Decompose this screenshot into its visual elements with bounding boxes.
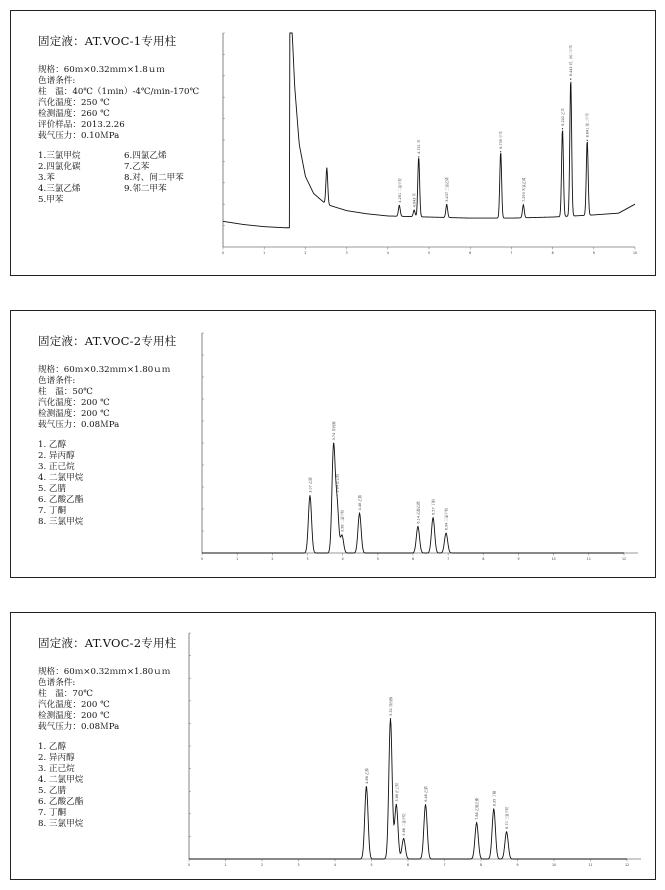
peak-label: 7.88 乙酸乙酯	[475, 797, 480, 820]
x-tick-label: 2	[260, 863, 264, 867]
peak-2	[333, 443, 334, 444]
x-tick-label: 4	[386, 251, 389, 255]
peak-3	[396, 804, 397, 805]
x-tick-label: 3	[345, 251, 348, 255]
spec-line: 汽化温度：250 ℃	[38, 98, 110, 108]
component-item: 5.甲苯	[38, 195, 64, 205]
component-item: 7. 丁酮	[38, 506, 67, 516]
spec-line: 评价样品：2013.2.26	[38, 120, 125, 130]
x-tick-label: 8	[482, 557, 485, 561]
spec-line: 汽化温度：200 ℃	[38, 700, 110, 710]
component-item: 1. 乙醇	[38, 440, 67, 450]
x-tick-label: 2	[271, 557, 274, 561]
peak-6	[500, 151, 501, 152]
peak-5	[425, 804, 426, 805]
component-list-2	[38, 440, 218, 528]
peak-4	[418, 156, 419, 157]
peak-label: 6.14 乙酸乙酯	[416, 501, 421, 524]
peak-label: 6.57 丁酮	[431, 499, 436, 515]
peak-7	[523, 204, 524, 205]
peak-label: 3.74 异丙醇	[332, 421, 337, 441]
component-list-1	[38, 151, 218, 217]
spec-line: 色谱条件:	[38, 376, 76, 386]
x-tick-label: 11	[588, 863, 593, 867]
spec-line: 检测温度：260 ℃	[38, 109, 110, 119]
x-tick-label: 6	[469, 251, 472, 255]
x-tick-label: 1	[236, 557, 239, 561]
spec-line: 检测温度：200 ℃	[38, 711, 110, 721]
x-tick-label: 0	[187, 863, 191, 867]
component-item: 4.三氯乙烯	[38, 184, 81, 194]
component-item: 8.对、间二甲苯	[124, 173, 184, 183]
peak-label: 3.98 二氯甲烷	[340, 509, 345, 533]
component-item: 7.乙苯	[124, 162, 150, 172]
peak-label: 8.70 三氯甲烷	[505, 806, 510, 829]
component-item: 1. 乙醇	[38, 742, 67, 752]
chromatogram-plot-3	[183, 629, 649, 873]
x-tick-label: 7	[447, 557, 450, 561]
x-tick-label: 3	[306, 557, 309, 561]
peak-1	[366, 786, 367, 787]
peak-label: 4.643 苯	[412, 193, 417, 208]
peak-1	[309, 495, 310, 496]
x-tick-label: 6	[406, 863, 410, 867]
chromatogram-panel-1	[10, 10, 656, 276]
component-item: 2.四氯化碳	[38, 162, 81, 172]
peak-2	[390, 718, 391, 719]
component-item: 8. 三氯甲烷	[38, 819, 84, 829]
x-tick-label: 9	[592, 251, 595, 255]
peak-6	[476, 822, 477, 823]
component-item: 6. 乙酸乙酯	[38, 797, 84, 807]
spec-line: 色谱条件:	[38, 76, 76, 86]
peak-label: 6.48 乙腈	[424, 786, 429, 802]
component-item: 4. 二氯甲烷	[38, 473, 84, 483]
peak-label: 8.443 对、间二甲苯	[569, 44, 574, 77]
x-tick-label: 9	[517, 557, 520, 561]
peak-7	[432, 517, 433, 518]
component-item: 9.邻二甲苯	[124, 184, 167, 194]
peak-2	[399, 205, 400, 206]
peak-label: 5.52 异丙醇	[388, 696, 393, 716]
x-tick-label: 0	[221, 251, 225, 255]
chromatogram-trace	[202, 443, 624, 553]
x-tick-label: 4	[341, 557, 344, 561]
peak-8	[445, 533, 446, 534]
x-tick-label: 1	[224, 863, 227, 867]
peak-label: 6.94 三氯甲烷	[444, 507, 449, 531]
method-info-1	[38, 33, 218, 217]
peak-label: 5.437 三氯乙烯	[445, 177, 450, 202]
x-tick-label: 12	[624, 863, 630, 867]
peak-label: 7.293 四氯乙烯	[521, 177, 526, 202]
x-tick-label: 10	[551, 863, 557, 867]
chromatogram-plot-1	[219, 29, 639, 261]
component-item: 6. 乙酸乙酯	[38, 495, 84, 505]
x-tick-label: 2	[304, 251, 307, 255]
peak-3	[414, 210, 415, 211]
peak-4	[403, 838, 404, 839]
peak-label: 6.739 甲苯	[499, 131, 504, 149]
peak-label: 5.88 二氯甲烷	[402, 813, 407, 836]
x-tick-label: 8	[479, 863, 483, 867]
x-tick-label: 5	[370, 863, 373, 867]
panel-title-2: 固定液：AT.VOC-2专用柱	[38, 334, 177, 348]
x-tick-label: 5	[376, 557, 379, 561]
chromatogram-plot-2	[196, 329, 644, 567]
peak-10	[587, 140, 588, 141]
panel-title-1: 固定液：AT.VOC-1专用柱	[38, 34, 177, 48]
spec-line: 检测温度：200 ℃	[38, 409, 110, 419]
x-tick-label: 12	[621, 557, 627, 561]
x-tick-label: 3	[297, 863, 300, 867]
component-item: 1.三氯甲烷	[38, 151, 81, 161]
component-item: 2. 异丙醇	[38, 753, 75, 763]
peak-label: 4.48 乙腈	[358, 494, 363, 511]
peak-1	[326, 167, 327, 168]
x-tick-label: 5	[427, 251, 431, 255]
component-item: 3. 正己烷	[38, 764, 75, 774]
x-tick-label: 10	[551, 557, 556, 561]
x-tick-label: 11	[586, 557, 591, 561]
peak-5	[359, 513, 360, 514]
peak-9	[570, 79, 571, 80]
peak-label: 4.86 乙醇	[364, 768, 369, 784]
x-tick-label: 7	[510, 251, 513, 255]
spec-line: 载气压力：0.08ＭPa	[38, 420, 120, 430]
component-item: 7. 丁酮	[38, 808, 67, 818]
peak-label: 4.281 二氯甲烷	[397, 178, 402, 203]
spec-line: 柱 温：40℃（1ｍin）-4℃/ｍin-170℃	[38, 87, 200, 97]
chromatogram-trace	[189, 719, 627, 859]
x-tick-label: 4	[333, 863, 337, 867]
component-item: 2. 异丙醇	[38, 451, 75, 461]
spec-line: 规格：60ｍ×0.32ｍｍ×1.80ｕｍ	[38, 667, 171, 677]
peak-6	[417, 526, 418, 527]
spec-line: 汽化温度：200 ℃	[38, 398, 110, 408]
component-item: 5. 乙腈	[38, 484, 67, 494]
x-tick-label: 0	[200, 557, 204, 561]
spec-line: 载气压力：0.10ＭPa	[38, 131, 120, 141]
spec-line: 规格：60ｍ×0.32ｍｍ×1.80ｕｍ	[38, 365, 171, 375]
chromatogram-panel-2	[10, 310, 656, 578]
peak-8	[506, 831, 507, 832]
component-item: 3. 正己烷	[38, 462, 75, 472]
component-item: 3.苯	[38, 173, 55, 183]
peak-label: 3.84 正己烷	[335, 473, 340, 493]
panel-title-3: 固定液：AT.VOC-2专用柱	[38, 636, 177, 650]
peak-7	[493, 809, 494, 810]
spec-line: 规格：60ｍ×0.32ｍｍ×1.8ｕｍ	[38, 65, 165, 75]
peak-label: 5.68 正己烷	[394, 782, 399, 802]
x-tick-label: 1	[263, 251, 266, 255]
peak-label: 8.35 丁酮	[492, 790, 497, 807]
x-tick-label: 9	[516, 863, 519, 867]
peak-label: 8.240 乙苯	[560, 108, 565, 126]
x-tick-label: 6	[411, 557, 415, 561]
spec-line: 柱 温：50℃	[38, 387, 93, 397]
peak-5	[446, 204, 447, 205]
peak-3	[336, 495, 337, 496]
component-item: 8. 三氯甲烷	[38, 517, 84, 527]
spec-line: 柱 温：70℃	[38, 689, 93, 699]
x-tick-label: 8	[551, 251, 554, 255]
spec-line: 载气压力：0.08ＭPa	[38, 722, 120, 732]
peak-label: 8.841 邻二甲苯	[585, 112, 590, 138]
spec-line: 色谱条件:	[38, 678, 76, 688]
peak-label: 4.751 苯	[417, 139, 422, 154]
x-tick-label: 7	[443, 863, 446, 867]
x-tick-label: 10	[632, 251, 638, 255]
chromatogram-panel-3	[10, 612, 656, 880]
component-item: 6.四氯乙烯	[124, 151, 167, 161]
peak-8	[562, 128, 563, 129]
peak-label: 3.07 乙醇	[308, 477, 313, 493]
peak-4	[341, 534, 342, 535]
component-item: 5. 乙腈	[38, 786, 67, 796]
component-item: 4. 二氯甲烷	[38, 775, 84, 785]
method-info-2	[38, 333, 218, 528]
